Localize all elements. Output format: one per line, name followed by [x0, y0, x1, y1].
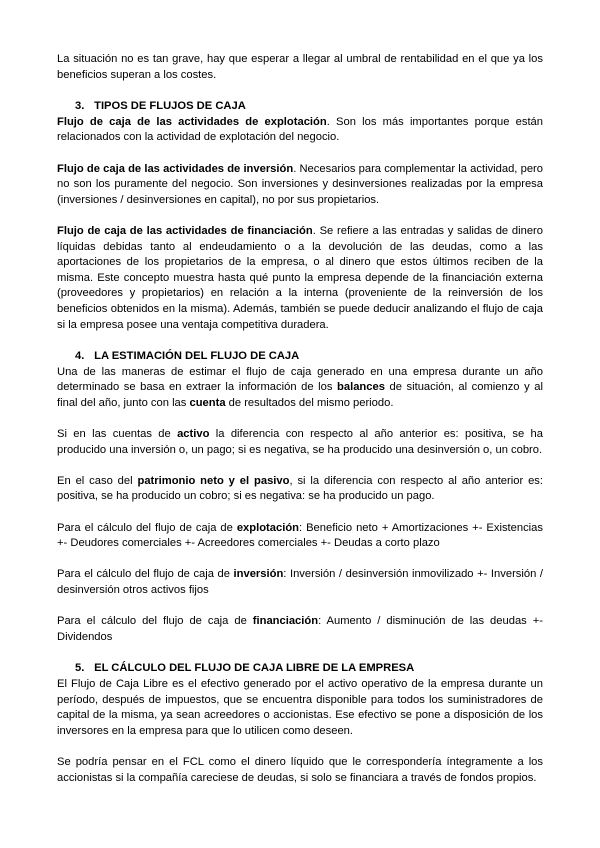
section-4-paragraph-5	[57, 567, 543, 598]
s4p4-a: Para el cálculo del flujo de caja de	[57, 521, 237, 534]
section-4-paragraph-1	[57, 365, 543, 412]
section-4-title: LA ESTIMACIÓN DEL FLUJO DE CAJA	[94, 350, 300, 363]
section-3-p3-text: . Se refiere a las entradas y salidas de dinero líquidas debidas tanto al endeudamiento o a la devolución de las deudas, como a las aportaciones de los propietarios de la empresa, o al dinero que estos últimos reciben de la misma. Este concepto muestra hasta qué punto la empresa depende de la financiación externa (proveedores y propietarios) en relación a la interna (proveniente de la reinversión de los beneficios obtenidos en la misma). Además, también se puede deducir analizando el flujo de caja si la empresa posee una ventaja competitiva duradera.	[57, 224, 544, 331]
section-4-paragraph-2	[57, 427, 543, 458]
s4p6-financiacion: financiación	[252, 615, 319, 628]
s4p1-c: de situación, al comienzo y al final del año, junto con las	[57, 381, 543, 409]
term-inversion: Flujo de caja de las actividades de inversión	[57, 162, 294, 175]
section-4-paragraph-3	[57, 474, 543, 505]
section-5-paragraph-2: Se podría pensar en el FCL como el dinero líquido que le correspondería íntegramente a los accionistas si la compañía careciese de deudas, si solo se financiara a través de fondos propios.	[57, 755, 543, 784]
s4p1-d: de resultados del mismo periodo.	[225, 396, 394, 409]
section-5-number: 5.	[75, 662, 85, 675]
s4p4-explotacion: explotación	[236, 521, 299, 534]
s4p2-c: la diferencia con respecto al año anterior es: positiva, se ha producido una inversión o, un pago; si es negativa, se ha producido una desinversión o, un cobro.	[57, 428, 543, 456]
section-5-title: EL CÁLCULO DEL FLUJO DE CAJA LIBRE DE LA EMPRESA	[94, 662, 415, 675]
section-3-number: 3.	[75, 100, 85, 113]
s4p2-a: Si en las cuentas de	[57, 428, 178, 441]
s4p5-inversion: inversión	[233, 568, 284, 581]
section-3-paragraph-2	[57, 162, 543, 209]
section-3-paragraph-1	[57, 115, 543, 146]
s4p3-patrimonio: patrimonio neto y el pasivo	[137, 474, 290, 487]
s4p3-c: , si la diferencia con respecto al año anterior es: positiva, se ha producido un cobro; si es negativa: se ha producido un pago.	[57, 474, 543, 503]
section-3-heading	[57, 99, 543, 115]
s4p5-c: : Inversión / desinversión inmovilizado +- Inversión / desinversión otros activos fijos	[57, 568, 543, 596]
intro-paragraph: La situación no es tan grave, hay que esperar a llegar al umbral de rentabilidad en el que ya los beneficios superan a los costes.	[57, 53, 543, 81]
s4p6-c: : Aumento / disminución de las deudas +- Dividendos	[57, 615, 543, 643]
section-5-heading	[57, 661, 543, 677]
s4p1-cuenta: cuenta	[189, 396, 226, 409]
s4p3-a: En el caso del	[57, 474, 138, 487]
section-3-title: TIPOS DE FLUJOS DE CAJA	[94, 100, 246, 113]
s4p5-a: Para el cálculo del flujo de caja de	[57, 568, 234, 581]
section-4-heading	[57, 349, 543, 365]
s4p6-a: Para el cálculo del flujo de caja de	[57, 615, 253, 628]
section-4-paragraph-6	[57, 614, 543, 645]
term-explotacion: Flujo de caja de las actividades de explotación	[57, 115, 327, 128]
s4p1-balances: balances	[337, 381, 385, 394]
section-4-paragraph-4	[57, 521, 543, 552]
s4p4-c: : Beneficio neto + Amortizaciones +- Existencias +- Deudores comerciales +- Acreedores comerciales +- Deudas a corto plazo	[57, 521, 543, 550]
section-4-number: 4.	[75, 350, 85, 363]
section-3-p1-text: . Son los más importantes porque están relacionados con la actividad de explotación del negocio.	[57, 115, 543, 144]
s4p1-a: Una de las maneras de estimar el flujo de caja generado en una empresa durante un año determinado se basa en extraer la información de los	[57, 365, 543, 394]
s4p2-activo: activo	[177, 428, 210, 441]
section-3-paragraph-3	[57, 224, 543, 333]
section-3-p2-text: . Necesarios para complementar la actividad, pero no son los puramente del negocio. Son inversiones y desinversiones realizadas por la empresa (inversiones / desinversiones en capital), no por sus propietarios.	[57, 162, 543, 206]
section-5-paragraph-1: El Flujo de Caja Libre es el efectivo generado por el activo operativo de la empresa durante un período, después de impuestos, que se encuentra disponible para todos los suministradores de capital de la misma, ya sean acreedores o accionistas. Ese efectivo se pone a disposición de los inversores en la empresa para que lo utilicen como deseen.	[57, 677, 543, 737]
term-financiacion: Flujo de caja de las actividades de financiación	[57, 224, 313, 237]
